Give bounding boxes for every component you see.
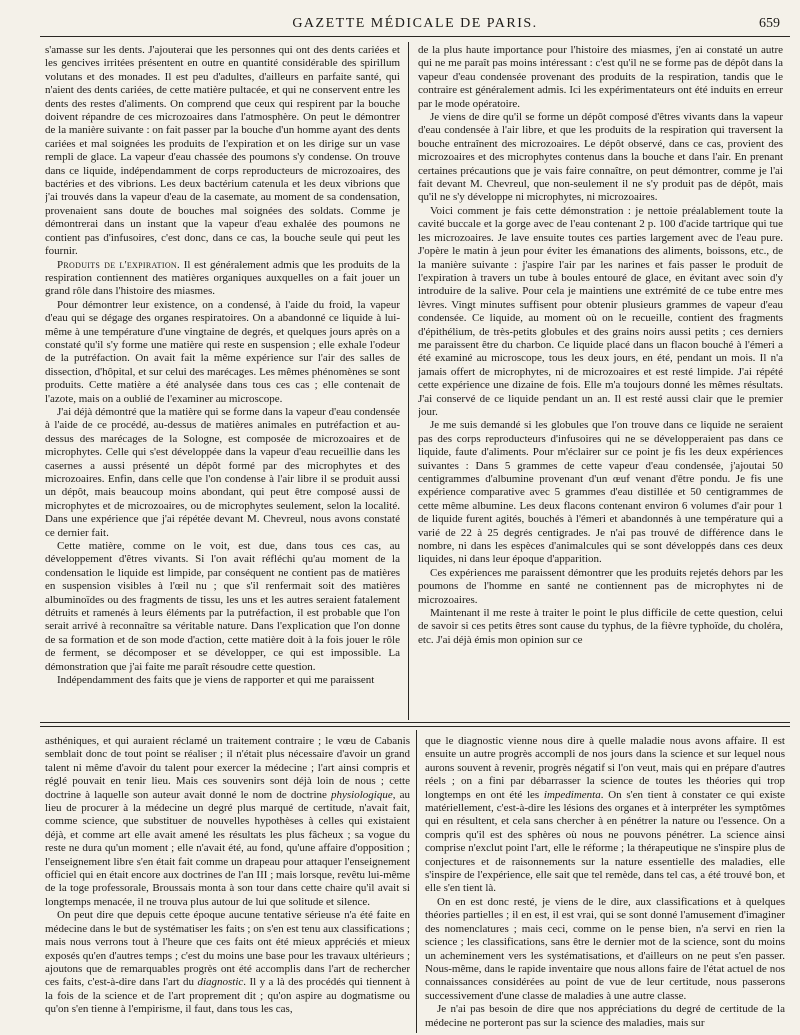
italic-term: diagnostic: [197, 976, 244, 989]
paragraph: [45, 259, 400, 299]
feuilleton-column-left: [45, 735, 410, 1033]
paragraph-text: . On s'en tient à constater ce qui existe matériellement, c'est-à-dire les lésions des organes et à interpréter les symptômes qui en résultent, et cela sans chercher à en pénétrer la nature ou l'essence. On a compris qu'il est des sphères où nous ne pouvons pénétrer. La science ainsi comprise n'exclut point l'art, elle le réforme ; la thérapeutique ne s'inspire plus de conjectures et de raisonnements sur la nature essentielle des maladies, elle s'inspire de l'expérience, elle sait que tel remède, dans tel cas, a été trouvé bon, et elle s'en tient là.: [425, 788, 785, 895]
paragraph: Cette matière, comme on le voit, est due, dans tous ces cas, au développement d'êtres vivants. Si l'on avait réfléchi qu'au moment de la condensation le liquide est limpide, par conséquent ne contient pas de matières en suspension visibles à l'œil nu ; que s'il renfermait soit des matières albuminoïdes ou des fragments de tissu, les uns et les autres seraient fatalement détruits et ramenés à leurs éléments par la putréfaction, il est probable que l'on serait arrivé à reconnaître sa véritable nature. Dans l'explication que l'on donne de sa formation et de son mode d'action, cette matière doit à la fois jouer le rôle de ferment, se décomposer et se développer, ce qui est impossible. La démonstration que j'ai faite me paraît résoudre cette question.: [45, 540, 400, 673]
paragraph: s'amasse sur les dents. J'ajouterai que les personnes qui ont des dents cariées et les gencives irritées présentent en outre en quantité considérable des spirillum volutans et des monades. Il est peu d'adultes, d'ailleurs en parfaite santé, qui n'aient des dents cariées, de cette matière pultacée, et qui ne conservent entre les dents des restes d'aliments. On comprend que ceux qui respirent par la bouche doivent répandre de ces microzoaires dans l'atmosphère. On peut le démontrer de la manière suivante : on fait passer par la bouche d'un homme ayant des dents cariées et mal soignées les produits de l'expiration et on les dirige sur un vase rempli de glace. La vapeur d'eau chassée des poumons s'y condense. On trouve dans ce liquide, indépendamment de corps reproducteurs de microzoaires, des bactéries et des vibrions. Les deux bactérium catenula et les deux vibrions que j'ai trouvés dans la vapeur d'eau de la casemate, au moment de sa condensation, provenaient sans doute de bouches mal soignées des soldats. Comme je démontrerai dans un instant que la vapeur d'eau exhalée des poumons ne contient pas d'infusoires, c'est donc, dans ce cas, la bouche seule qui peut les fournir.: [45, 44, 400, 258]
paragraph: On en est donc resté, je viens de le dire, aux classifications et à quelques théories partielles ; il en est, il est vrai, qui se sont donné l'amusement d'imaginer des nomenclatures ; mais ceci, comme on le pense bien, n'a servi en rien la science ; les classifications, sans être le dernier mot de la science, sont du moins un acheminement vers les systématisations, et d'ailleurs on ne peut s'en passer. Nous-même, dans le rapide inventaire que nous allons faire de l'état actuel de nos connaissances considérées au point de vue de leur certitude, nous passerons successivement d'une classe de maladies à une autre classe.: [425, 895, 785, 1002]
paragraph: [45, 735, 410, 909]
paragraph: Je me suis demandé si les globules que l'on trouve dans ce liquide ne seraient pas des corps reproducteurs d'infusoires qui ne se développeraient pas dans ce liquide, faute d'aliments. Pour m'éclairer sur ce point je fis les deux expériences suivantes : Dans 5 grammes de cette vapeur d'eau condensée, j'ajoutai 50 centigrammes d'albumine provenant d'un œuf venant d'être pondu. Je fis une expérience comparative avec 5 grammes d'eau distillée et 50 centigrammes de cette même albumine. Les deux flacons contenant environ 6 volumes d'air pour 1 de liquide furent agités, bouchés à l'émeri et abandonnés à une température qui a varié de 22 à 25 degrés centigrades. Je n'ai pas trouvé de différence dans le nombre, ni dans les espèces d'animalcules qui se sont développés dans ces deux liquides, ni dans leur époque d'apparition.: [418, 419, 783, 566]
paragraph: Indépendamment des faits que je viens de rapporter et qui me paraissent: [57, 674, 375, 687]
article-column-top-left: [45, 44, 400, 716]
paragraph-text: . Il y a là des procédés qui tiennent à la fois de la science et de l'art proprement dit ; qu'on aspire au dogmatisme ou qu'on s'en tienne à l'empirisme, il faut, dans tous les cas,: [45, 976, 410, 1016]
paragraph: [425, 735, 785, 896]
paragraph-text: Il est généralement admis que les produits de la respiration contiennent des matières organiques auxquelles on a fait jouer un grand rôle dans l'histoire des miasmes.: [45, 258, 400, 298]
paragraph: Je viens de dire qu'il se forme un dépôt composé d'êtres vivants dans la vapeur d'eau condensée à l'air libre, et que les produits de la respiration qui traversent la bouche entraînent des microzoaires. Le dépôt observé, dans ce cas, provient des microzoaires et des microphytes contenus dans la bouche et dans l'air. En prenant certaines précautions que je vais faire connaître, on peut démontrer, comme je l'ai fait devant M. Chevreul, que non-seulement il ne s'y produit pas de dépôt, mais qu'il ne s'y développe ni microphytes, ni microzoaires.: [418, 111, 783, 204]
column-divider-bottom: [416, 730, 417, 1033]
paragraph-text: que le diagnostic vienne nous dire à quelle maladie nous avons affaire. Il est ensuite un autre progrès accompli de nos jours dans la science et sur lequel nous aurons souvent à revenir, progrès négatif si l'on veut, mais qui en prépare d'autres réels ; on a fini par débarrasser la science de toutes les théories qui trop longtemps en ont été les: [425, 735, 785, 801]
paragraph-text: , au lieu de procurer à la médecine un degré plus marqué de certitude, n'avait fait, comme science, que substituer de nouvelles hypothèses à celles qui existaient déjà, et comme art elle avait amené les résultats les plus fâcheux ; sa vogue du reste ne dura qu'un moment ; elle n'avait été, au fond, qu'une affaire d'opposition ; l'enseignement libre s'en était fait comme un drapeau pour attaquer l'enseignement officiel qui en était encore aux doctrines de l'an III ; mais lorsque, revêtu lui-même de la toge professorale, Broussais monta à son tour dans cette chaire qu'il avait si longtemps menacée, il ne trouva plus autour de lui que solitude et silence.: [45, 788, 410, 908]
paragraph: Voici comment je fais cette démonstration : je nettoie préalablement toute la cavité buccale et la gorge avec de l'eau contenant 2 p. 100 d'acide tartrique qui tue les microzoaires. Je lave ensuite toutes ces parties largement avec de l'eau pure. J'opère le matin à jeun pour éviter les émanations des aliments, boissons, etc., de la manière suivante : j'aspire l'air par les narines et fais passer le produit de l'expiration à travers un tube à boules entouré de glace, en évitant avec soin d'y introduire de la salive. Pour cela je maintiens une extrémité de ce tube entre mes lèvres. Vingt minutes suffisent pour obtenir plusieurs grammes de vapeur d'eau condensée. Ce liquide, au moment où on le recueille, contient des fragments d'épithélium, de très-petits globules et des grains noirs aussi petits ; ces derniers me paraissent être du charbon. Ce liquide placé dans un flacon bouché à l'émeri a été examiné au microscope, tous les deux jours, en été, pendant un mois. Il n'a jamais offert de microphytes, ni de microzoaires et est resté limpide. J'ai répété cette expérience une dizaine de fois. Elle m'a toujours donné les mêmes résultats. J'ai conservé de ce liquide pendant un an. Il est resté aussi clair que le premier jour.: [418, 204, 783, 418]
italic-term: physiologique: [331, 788, 393, 801]
italic-term: impedimenta: [543, 788, 601, 801]
paragraph-text: On peut dire que depuis cette époque aucune tentative sérieuse n'a été faite en médecine dans le but de systématiser les faits ; on s'en est tenu aux classifications ; mais nous verrons tout à l'heure que ces faits ont été mieux appréciés et mieux exposés qu'en d'autres temps ; c'est du moins une base pour les travaux ultérieurs ; ajoutons que de remarquables progrès ont été accomplis dans l'art de rechercher ces faits, c'est-à-dire dans l'art du: [45, 909, 410, 989]
paragraph: Je n'ai pas besoin de dire que nos appréciations du degré de certitude de la médecine ne porteront pas sur la science des maladies, mais sur: [425, 1003, 785, 1029]
paragraph: Ces expériences me paraissent démontrer que les produits rejetés dehors par les poumons de l'homme en santé ne contiennent pas de microphytes ni de microzoaires.: [418, 566, 783, 606]
paragraph: de la plus haute importance pour l'histoire des miasmes, j'en ai constaté un autre qui ne me paraît pas moins intéressant : c'est qu'il ne se forme pas de dépôt dans la vapeur d'eau condensée provenant des produits de la respiration, tandis que le contraire est généralement admis. Ici les expérimentateurs ont été induits en erreur par le mode opératoire.: [418, 44, 783, 110]
page-number: 659: [759, 16, 780, 31]
feuilleton-column-right: [425, 735, 785, 1033]
section-heading: Produits de l'expiration.: [57, 258, 181, 271]
section-divider: [40, 722, 790, 723]
paragraph-text: asthéniques, et qui auraient réclamé un traitement contraire ; le vœu de Cabanis semblait donc de tout point se réaliser ; il n'était plus nécessaire d'avoir un grand talent ni même d'avoir du talent pour exercer la médecine ; l'art ainsi compris et réglé pouvait en tenir lieu. Mais ces souvenirs sont déjà loin de nous ; cette doctrine à laquelle son auteur avait donné le nom de doctrine: [45, 735, 410, 801]
section-divider: [40, 726, 790, 727]
column-divider-top: [408, 42, 409, 720]
paragraph: Maintenant il me reste à traiter le point le plus difficile de cette question, celui de savoir si ces petits êtres sont cause du typhus, de la fièvre typhoïde, du choléra, etc. J'ai déjà émis mon opinion sur ce: [418, 607, 783, 646]
journal-title: GAZETTE MÉDICALE DE PARIS.: [292, 16, 538, 31]
page-header: [40, 14, 790, 37]
paragraph: J'ai déjà démontré que la matière qui se forme dans la vapeur d'eau condensée à l'aide de ce procédé, au-dessus de matières animales en putréfaction et au-dessus des marécages de la Sologne, est composée de microzoaires et de microphytes. Celle qui s'est développée dans la vapeur d'eau recueillie dans les casernes a aussi présenté un dépôt formé par des microphytes et des microzoaires. Enfin, dans celle que l'on condense à l'air libre il se produit aussi un dépôt, mais beaucoup moins abondant, qui peut être composé aussi de microphytes et de microzoaires, ou de microphytes seulement, selon la localité. Dans une expérience que j'ai répétée devant M. Chevreul, nous avons constaté ce dernier fait.: [45, 405, 400, 539]
paragraph: [45, 909, 410, 1016]
article-column-top-right: [418, 44, 783, 716]
paragraph: Pour démontrer leur existence, on a condensé, à l'aide du froid, la vapeur d'eau qui se dégage des organes respiratoires. On a abandonné ce liquide à lui-même à une température d'une vingtaine de degrés, et quelques jours après on a constaté qu'il s'y forme une matière qui reste en suspension ; elle exhale l'odeur de la putréfaction. On avait fait la même expérience sur l'air des salles de dissection, d'hôpital, et sur celui des marécages. Les mêmes phénomènes se sont produits. Cette matière a été analysée dans tous ces cas ; elle contenait de l'azote, mais on a oublié de l'examiner au microscope.: [45, 298, 400, 405]
